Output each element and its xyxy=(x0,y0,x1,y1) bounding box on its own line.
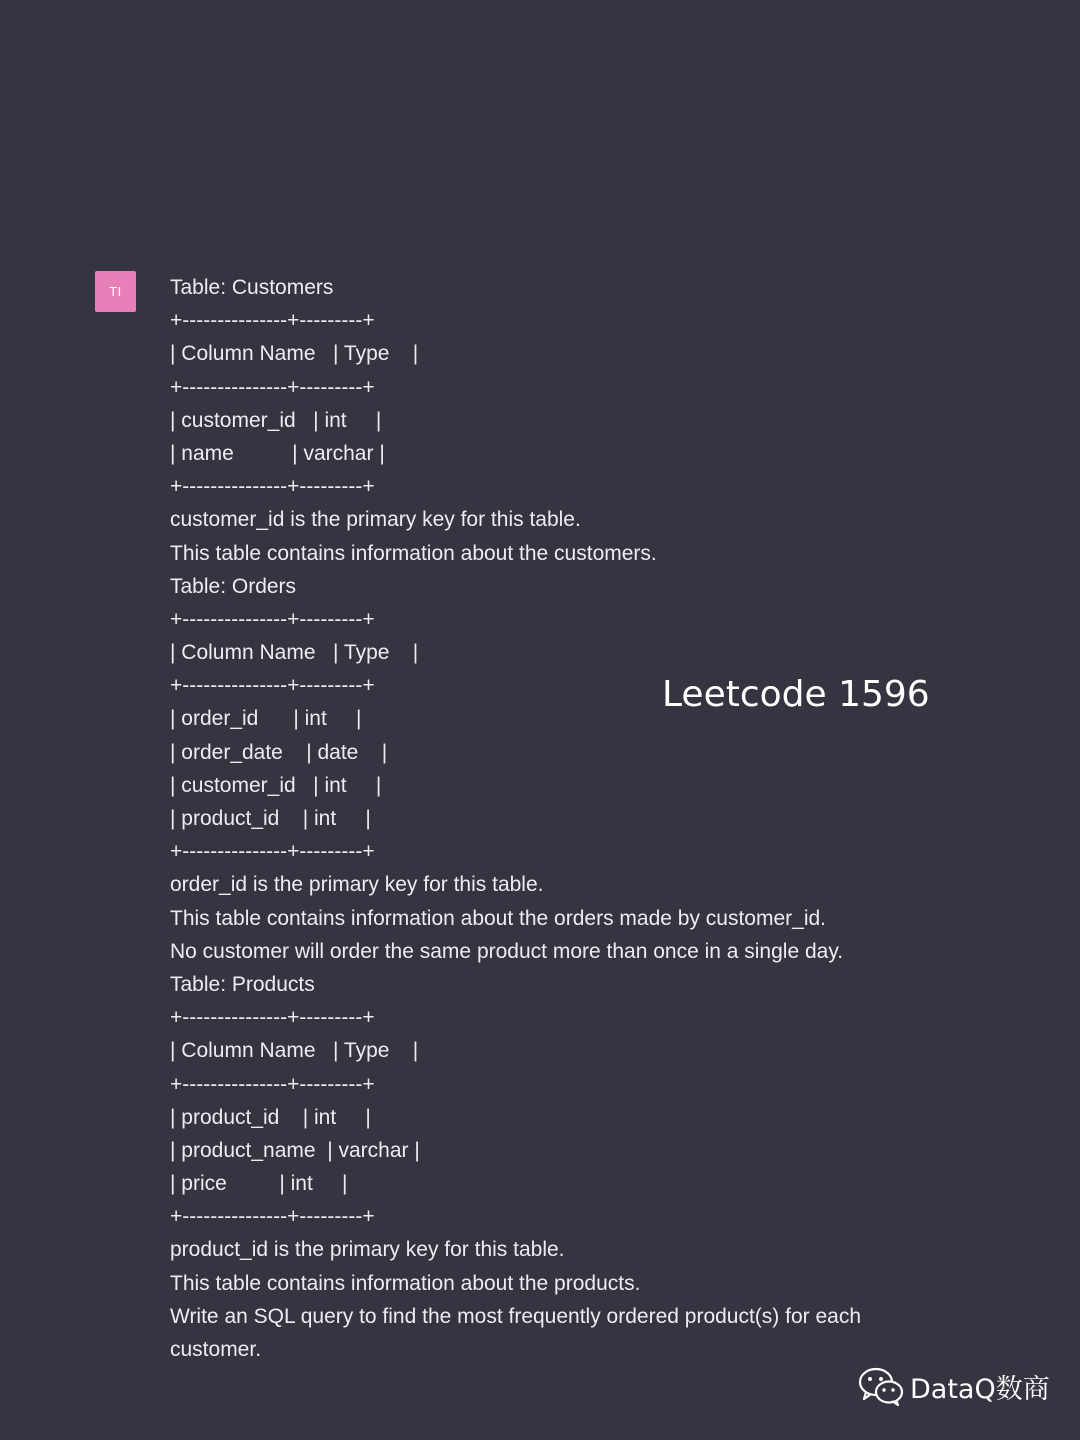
table-row: | order_id | int | xyxy=(170,707,362,731)
table-border: +---------------+---------+ xyxy=(170,607,375,631)
table-border: +---------------+---------+ xyxy=(170,1205,375,1229)
table-row: | customer_id | int | xyxy=(170,773,382,797)
message-line: No customer will order the same product more than once in a single day. xyxy=(170,939,844,963)
wechat-icon xyxy=(858,1366,904,1406)
table-header-row: | Column Name | Type | xyxy=(170,342,419,366)
table-row: | product_id | int | xyxy=(170,807,371,830)
table-row: | product_name | varchar | xyxy=(170,1138,420,1162)
table-header-row: | Column Name | Type | xyxy=(170,1039,419,1063)
avatar-initials: TI xyxy=(109,284,122,299)
table-row: | product_id | int | xyxy=(170,1105,371,1129)
table-row: | customer_id | int | xyxy=(170,408,382,432)
brand-watermark xyxy=(858,1366,1050,1406)
message-line: Table: Customers xyxy=(170,276,334,299)
message-line: This table contains information about the customers. xyxy=(170,541,657,565)
table-border: +---------------+---------+ xyxy=(170,1072,375,1096)
message-line: customer_id is the primary key for this table. xyxy=(170,508,581,532)
overlay-title: Leetcode 1596 xyxy=(662,674,930,715)
table-border: +---------------+---------+ xyxy=(170,309,375,333)
message-content xyxy=(170,271,940,1366)
table-border: +---------------+---------+ xyxy=(170,475,375,499)
table-border: +---------------+---------+ xyxy=(170,1006,375,1030)
message-line: Write an SQL query to find the most frequently ordered product(s) for each customer. xyxy=(170,1304,862,1362)
message-line: Table: Orders xyxy=(170,574,297,598)
user-avatar xyxy=(95,271,136,312)
message-line: This table contains information about the orders made by customer_id. xyxy=(170,906,827,930)
message-line: Table: Products xyxy=(170,972,315,996)
table-row: | price | int | xyxy=(170,1172,348,1196)
message-line: This table contains information about the products. xyxy=(170,1271,641,1295)
table-border: +---------------+---------+ xyxy=(170,674,375,698)
table-row: | name | varchar | xyxy=(170,441,385,465)
message-line: order_id is the primary key for this table. xyxy=(170,873,544,897)
brand-text: DataQ数商 xyxy=(910,1373,1050,1405)
table-row: | order_date | date | xyxy=(170,740,388,764)
table-border: +---------------+---------+ xyxy=(170,840,375,864)
table-header-row: | Column Name | Type | xyxy=(170,641,419,665)
message-line: product_id is the primary key for this table. xyxy=(170,1238,565,1262)
table-border: +---------------+---------+ xyxy=(170,375,375,399)
